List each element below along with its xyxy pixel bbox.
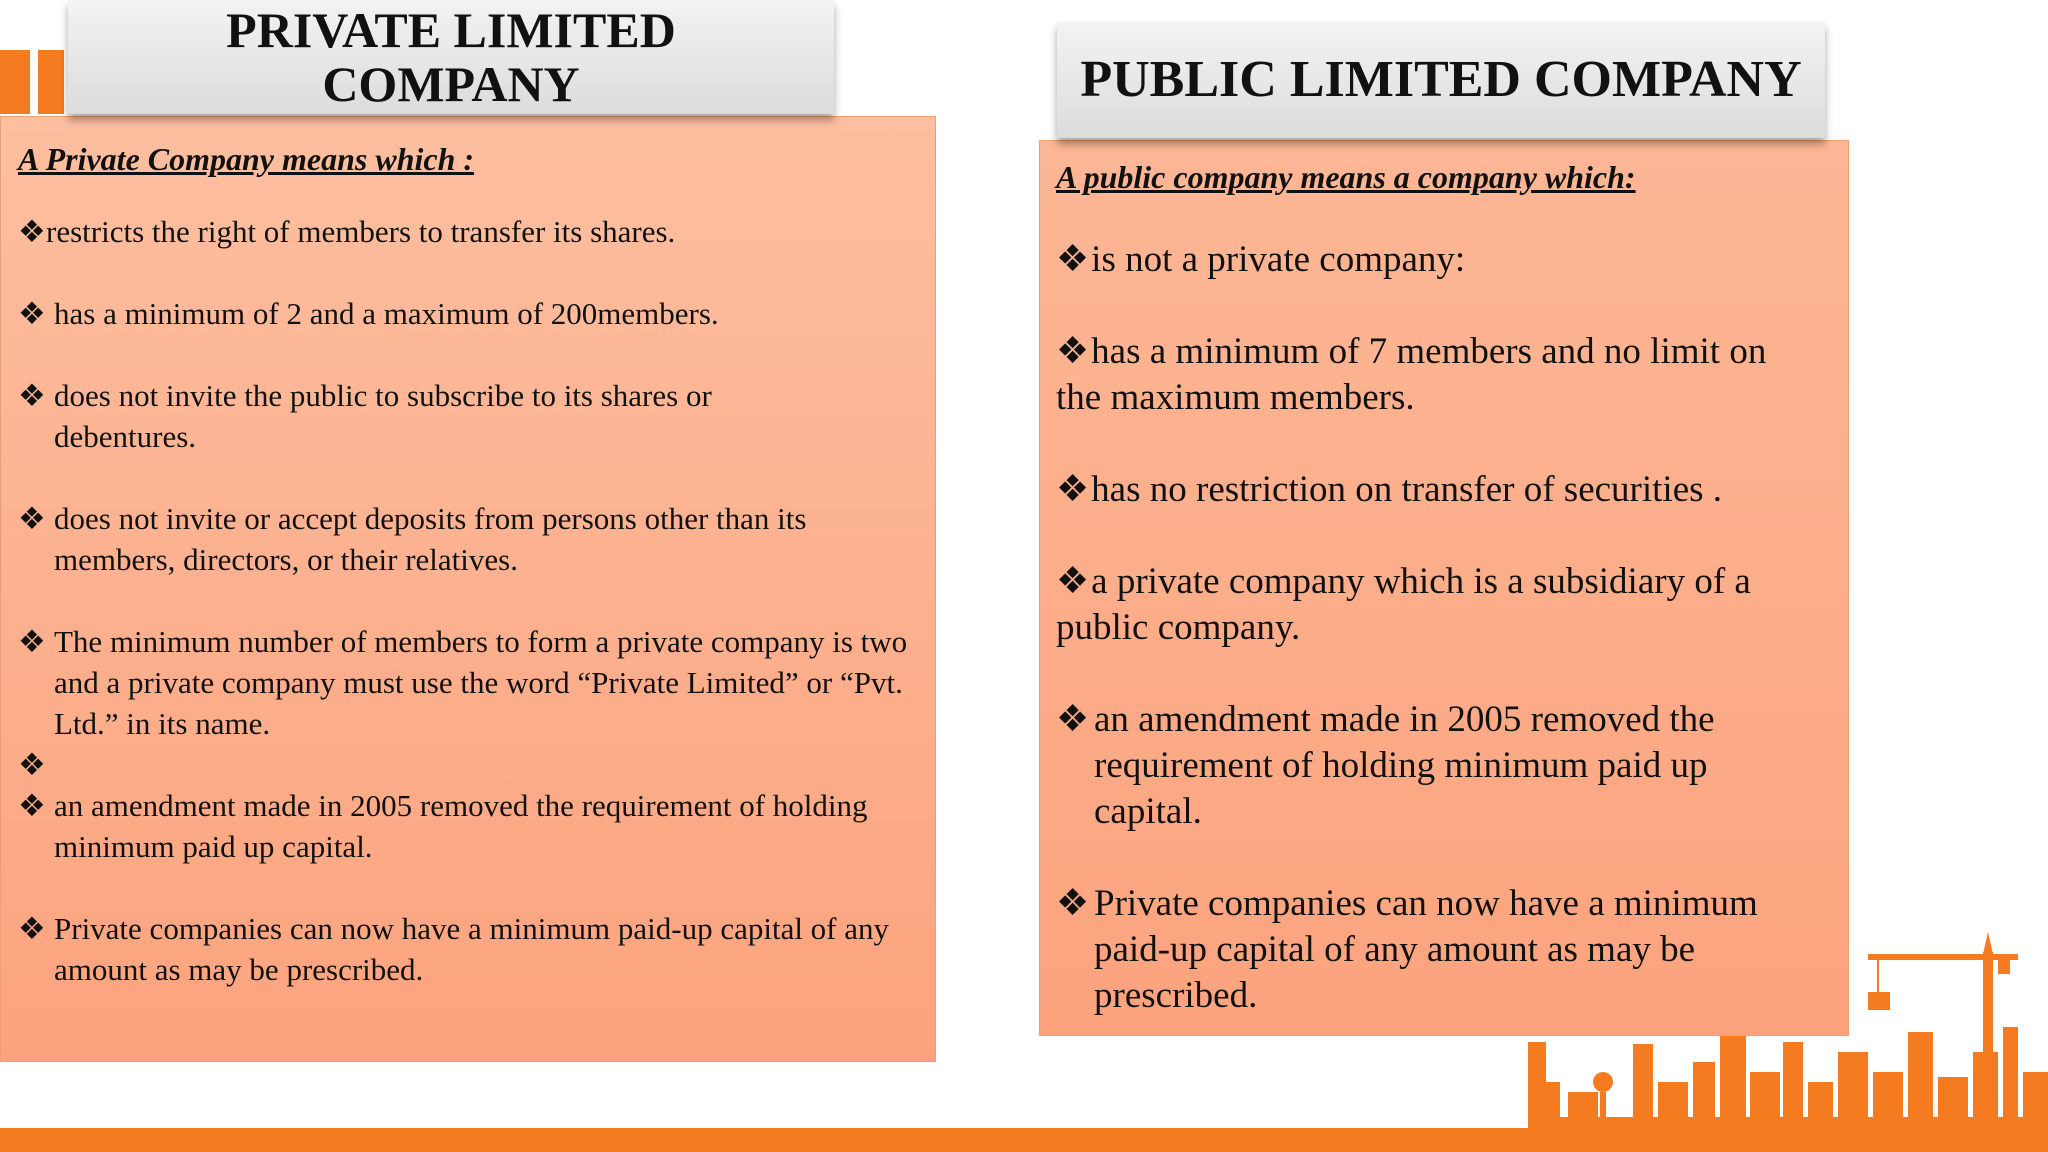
bullet-text: a private company which is a subsidiary of a public company. (1056, 561, 1751, 648)
bullet-text: an amendment made in 2005 removed the requirement of holding minimum paid up capital. (1094, 699, 1715, 832)
list-item (1056, 881, 1838, 1019)
public-panel (1039, 140, 1849, 1036)
list-item (1056, 237, 1838, 283)
public-title-box (1057, 22, 1825, 138)
bullet-icon: ❖ (18, 501, 46, 536)
list-item (18, 908, 925, 990)
private-title-box (68, 0, 834, 114)
list-item (18, 211, 925, 252)
public-heading: A public company means a company which: (1056, 159, 1636, 195)
bullet-icon: ❖ (18, 624, 46, 659)
bullet-text: does not invite the public to subscribe to its shares or debentures. (54, 378, 712, 454)
list-item (18, 621, 925, 744)
list-item (1056, 329, 1816, 421)
private-heading: A Private Company means which : (18, 141, 475, 177)
bullet-icon: ❖ (1056, 561, 1090, 602)
bullet-icon: ❖ (1056, 883, 1090, 924)
bullet-icon: ❖ (18, 747, 46, 782)
private-title-line2: COMPANY (322, 56, 580, 112)
list-item (18, 498, 925, 580)
bullet-text: has a minimum of 7 members and no limit on the maximum members. (1056, 331, 1767, 418)
footer-bar (0, 1128, 2048, 1152)
bullet-icon: ❖ (18, 788, 46, 823)
accent-bar (38, 50, 64, 114)
bullet-text: Private companies can now have a minimum paid-up capital of any amount as may be prescribed. (54, 911, 890, 987)
bullet-text: does not invite or accept deposits from persons other than its members, directors, or their relatives. (54, 501, 807, 577)
list-item (18, 785, 925, 867)
private-title (226, 3, 676, 111)
bullet-icon: ❖ (1056, 239, 1090, 280)
private-panel (0, 116, 936, 1062)
list-item (18, 744, 925, 785)
list-item (18, 293, 925, 334)
bullet-icon: ❖ (18, 911, 46, 946)
bullet-icon: ❖ (18, 378, 46, 413)
bullet-icon: ❖ (1056, 699, 1090, 740)
public-title: PUBLIC LIMITED COMPANY (1080, 51, 1802, 108)
bullet-text: Private companies can now have a minimum paid-up capital of any amount as may be prescribed. (1094, 883, 1758, 1016)
bullet-text: is not a private company: (1091, 239, 1466, 280)
bullet-text: an amendment made in 2005 removed the requirement of holding minimum paid up capital. (54, 788, 868, 864)
bullet-text: The minimum number of members to form a private company is two and a private company must use the word “Private Limited” or “Pvt. Ltd.” in its name. (54, 624, 908, 741)
bullet-icon: ❖ (1056, 469, 1090, 510)
bullet-icon: ❖ (18, 296, 46, 331)
list-item (1056, 697, 1838, 835)
list-item (1056, 559, 1816, 651)
private-title-line1: PRIVATE LIMITED (226, 2, 676, 58)
bullet-text: has a minimum of 2 and a maximum of 200members. (54, 296, 719, 331)
list-item (1056, 467, 1838, 513)
bullet-icon: ❖ (1056, 331, 1090, 372)
bullet-text: has no restriction on transfer of securities . (1091, 469, 1723, 510)
accent-bar (0, 50, 30, 114)
bullet-text: restricts the right of members to transfer its shares. (46, 214, 676, 249)
bullet-icon: ❖ (18, 214, 46, 249)
list-item (18, 375, 925, 457)
